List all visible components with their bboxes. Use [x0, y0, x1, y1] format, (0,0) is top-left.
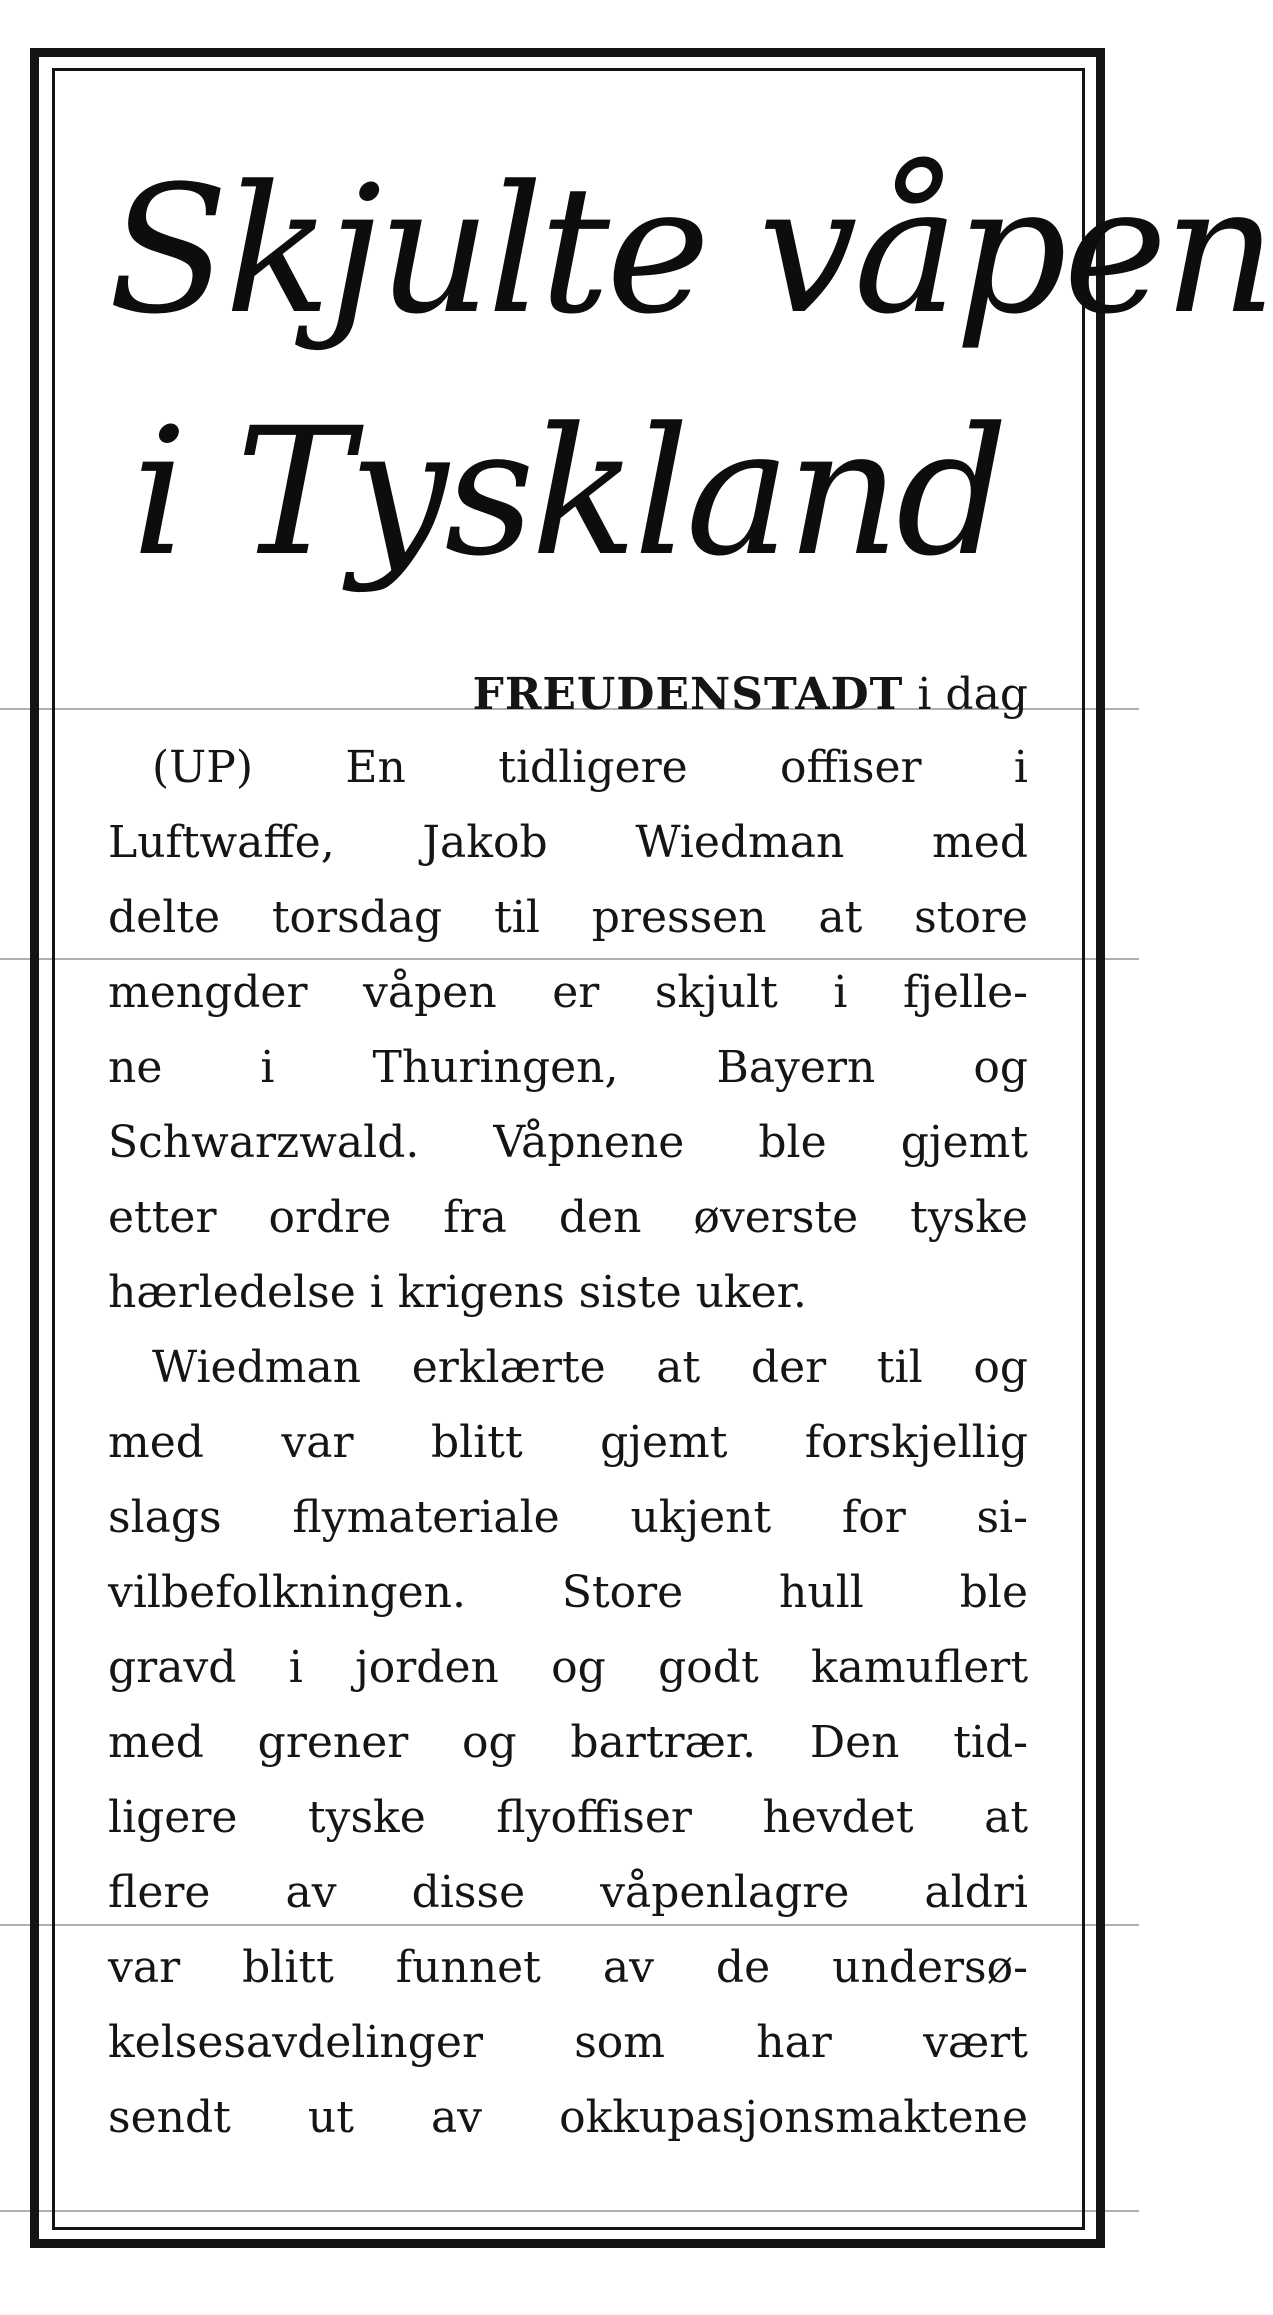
article-dateline	[108, 660, 1028, 730]
text-line: (UP) En tidligere offiser i	[152, 742, 1028, 793]
text-line: med grener og bartrær. Den tid-	[108, 1717, 1028, 1768]
paragraph-1	[108, 730, 1028, 1330]
dateline-when: i dag	[917, 669, 1028, 720]
paragraph-2	[108, 1330, 1028, 2155]
text-line: slags flymateriale ukjent for si-	[108, 1492, 1028, 1543]
text-line: mengder våpen er skjult i fjelle-	[108, 967, 1028, 1018]
text-line: ne i Thuringen, Bayern og	[108, 1042, 1028, 1093]
newspaper-article	[108, 130, 1273, 2155]
text-line: med var blitt gjemt forskjellig	[108, 1417, 1028, 1468]
text-line: sendt ut av okkupasjonsmaktene	[108, 2092, 1028, 2143]
text-line: Luftwaffe, Jakob Wiedman med	[108, 817, 1028, 868]
text-line: flere av disse våpenlagre aldri	[108, 1867, 1028, 1918]
text-line: Wiedman erklærte at der til og	[152, 1342, 1028, 1393]
text-line: delte torsdag til pressen at store	[108, 892, 1028, 943]
text-line: var blitt funnet av de undersø-	[108, 1942, 1028, 1993]
text-line: kelsesavdelinger som har vært	[108, 2017, 1028, 2068]
headline-line-1: Skjulte våpen	[108, 148, 1273, 353]
text-line: vilbefolkningen. Store hull ble	[108, 1567, 1028, 1618]
text-line: ligere tyske flyoffiser hevdet at	[108, 1792, 1028, 1843]
text-line: gravd i jorden og godt kamuflert	[108, 1642, 1028, 1693]
text-line: Schwarzwald. Våpnene ble gjemt	[108, 1117, 1028, 1168]
text-line: hærledelse i krigens siste uker.	[108, 1267, 807, 1318]
headline-line-2: i Tyskland	[131, 390, 1005, 595]
article-headline	[108, 130, 1273, 614]
article-body	[108, 730, 1028, 2155]
text-line: etter ordre fra den øverste tyske	[108, 1192, 1028, 1243]
dateline-place: FREUDENSTADT	[472, 669, 904, 720]
